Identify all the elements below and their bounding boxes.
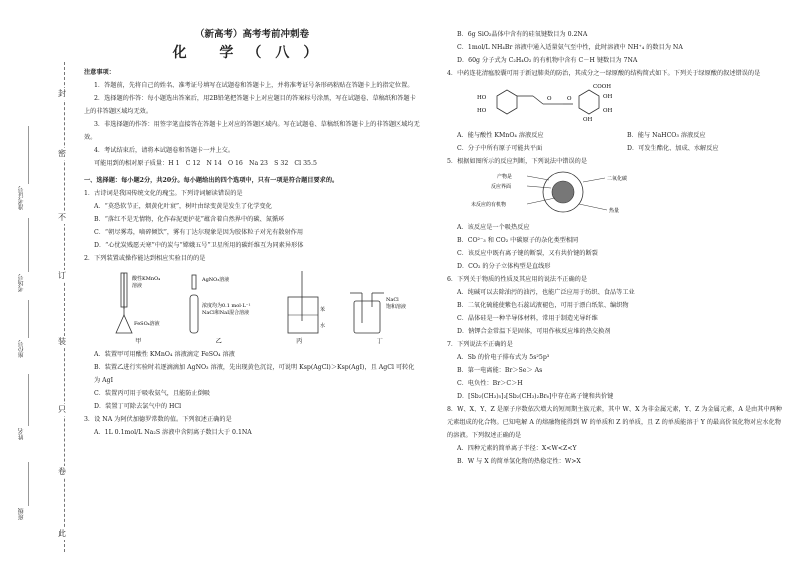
q4-option-b: B．能与 NaHCO₃ 溶液反应 <box>627 132 706 139</box>
q7-option-b: B．第一电离能：Br＞Se＞ As <box>457 367 543 374</box>
q4-options-row-2 <box>447 142 787 155</box>
seal-char: 不 <box>58 213 66 222</box>
question-1-stem: 1．古诗词是我国传统文化的瑰宝。下列诗词解读错误的是 <box>84 190 243 197</box>
atomic-masses: 可能用到的相对原子质量：H 1 C 12 N 14 O 16 Na 23 S 32 Cl 35.5 <box>94 160 317 167</box>
question-2-stem: 2．下列装置或操作能达到相应实验目的的是 <box>84 255 206 262</box>
q4-option-d: D．可发生酯化、加成、水解反应 <box>627 145 719 152</box>
apparatus-jia <box>102 271 172 335</box>
room-number-line <box>28 218 29 272</box>
struct-label: O <box>567 96 572 102</box>
notice-item: 4．考试结束后，请将本试题卷和答题卡一并上交。 <box>94 147 235 154</box>
binding-strip <box>0 0 82 562</box>
question-3-stem: 3．设 NA 为阿伏加德罗常数的值。下列叙述正确的是 <box>84 416 232 423</box>
chlorogenic-acid-structure <box>467 82 667 122</box>
diagram-label: 二氧化碳 <box>607 176 628 182</box>
left-column <box>84 28 420 439</box>
diagram-label: 反应界面 <box>491 184 512 190</box>
q3-option-a: A．1L 0.1mol/L Na₂S 溶液中含阴离子数目大于 0.1NA <box>94 429 252 436</box>
q5-option-c: C．该反应中既有离子键的断裂，又有共价键的断裂 <box>457 250 598 257</box>
seal-char: 密 <box>58 149 66 158</box>
struct-label: HO <box>477 95 487 101</box>
q5-option-d: D．CO₂ 的分子立体构型是直线形 <box>457 263 551 270</box>
seal-char: 卷 <box>58 467 66 476</box>
q6-option-b: B．二氧化硫能使紫色石蕊试液褪色，可用于漂白纸浆、编织物 <box>457 302 629 309</box>
seal-char: 订 <box>58 271 66 280</box>
notice-item: 3．非选择题的作答：用签字笔直接答在答题卡上对应的答题区域内。写在试题卷、草稿纸和答题卡上的非答题区域均无效。 <box>84 121 420 141</box>
right-column <box>447 28 787 468</box>
reaction-diagram <box>467 170 667 214</box>
q2-option-b: B．装置乙进行实验时若逐滴滴加 AgNO₃ 溶液，先出现黄色沉淀，可说明 Ksp(AgCl)＞Ksp(AgI)，且 AgCl 可转化为 AgI <box>94 364 415 384</box>
jia-label-3: FeSO₄溶液 <box>134 321 160 327</box>
seal-char: 只 <box>58 405 66 414</box>
q2-option-c: C．装置丙可用于吸收氨气，且能防止倒吸 <box>94 390 211 397</box>
yi-label-1: AgNO₃溶液 <box>202 277 230 283</box>
q7-option-a: A．Sb 的价电子排布式为 5s²5p³ <box>457 354 550 361</box>
q7-option-c: C．电负性：Br＞C＞H <box>457 380 523 387</box>
notice-item: 1．答题前，先将自己的姓名、准考证号填写在试题卷和答题卡上，并将准考证号条形码粘贴在答题卡上的指定位置。 <box>94 82 414 89</box>
diagram-label: 产物是 <box>497 174 513 180</box>
question-6-stem: 6．下列关于物质的性质及其应用的说法不正确的是 <box>447 276 588 283</box>
q2-apparatus-figure <box>98 269 420 335</box>
struct-label: OH <box>583 117 593 122</box>
exam-title: （新高考）高考考前冲刺卷 <box>194 29 309 40</box>
jia-label-1: 酸性KMnO₄ <box>132 276 161 282</box>
notice-item: 2．选择题的作答：每小题选出答案后，用2B铅笔把答题卡上对应题目的答案标号涂黑，写在试题卷、草稿纸和答题卡上的非答题区域均无效。 <box>84 95 416 115</box>
struct-label: O <box>547 96 552 102</box>
caption-bing: 丙 <box>296 338 303 345</box>
apparatus-ding <box>346 271 416 335</box>
room-number-label: 考场号 <box>18 274 25 292</box>
q3-option-b: B．6g SiO₂晶体中含有的硅氧键数目为 0.2NA <box>457 31 588 38</box>
q1-option-c: C．“朝尽雾毒，嘀碎倾饮”，雾有丁达尔现象是因为胶体粒子对光有散射作用 <box>94 229 304 236</box>
caption-ding: 丁 <box>376 338 383 345</box>
q4-option-a: A．能与酸性 KMnO₄ 溶液反应 <box>457 132 544 139</box>
section-heading: 一、选择题：每小题2分，共20分。每小题给出的四个选项中，只有一项是符合题目要求的。 <box>84 177 339 184</box>
q2-figure-captions <box>98 335 420 348</box>
diagram-label: 未反应的有机物 <box>471 202 507 208</box>
question-7-stem: 7．下列说法不正确的是 <box>447 341 513 348</box>
q6-option-a: A．纯碱可以去除油污的油污，也能广泛应用于纺织、食品等工业 <box>457 289 635 296</box>
q7-option-d: D．[Sb₂(CH₃)₅]₂[Sb₂(CH₃)₂Br₆]中存在离子键和共价键 <box>457 393 614 400</box>
notice-heading: 注意事项： <box>84 69 115 76</box>
q3-option-c: C．1mol/L NH₄Br 溶液中通入适量氨气至中性，此时溶液中 NH⁺₄ 的数目为 NA <box>457 44 683 51</box>
exam-subtitle: 化 学（八） <box>172 45 332 61</box>
q5-option-a: A．该反应是一个吸热反应 <box>457 224 530 231</box>
bing-label-1: 苯 <box>320 307 326 313</box>
q1-option-d: D．“心忧炭贱愿天寒”中的炭与“嫦娥五号”卫星所用的碳纤维互为同素异形体 <box>94 242 304 249</box>
q6-option-d: D．钠钾合金常温下是固体，可用作核反应堆的热交换剂 <box>457 328 611 335</box>
q5-option-b: B．CO²⁻₃ 和 CO₂ 中碳原子的杂化类型相同 <box>457 237 579 244</box>
q8-option-b: B．W 与 X 的简单氢化物的热稳定性：W>X <box>457 458 581 465</box>
class-line <box>28 462 29 506</box>
q6-option-c: C．晶体硅是一种半导体材料，常用于制造光导纤维 <box>457 315 598 322</box>
jia-label-2: 溶液 <box>132 283 143 289</box>
class-label: 班级 <box>18 508 25 520</box>
name-label: 姓名 <box>18 428 25 440</box>
exam-number-label: 准考证号 <box>18 186 25 210</box>
q2-option-d: D．装置丁可除去氯气中的 HCl <box>94 403 182 410</box>
name-line <box>28 374 29 426</box>
seal-char: 装 <box>58 337 66 346</box>
yi-label-3: NaCl和NaI混合溶液 <box>202 310 250 316</box>
question-5-stem: 5．根据如图所示的反应判断，下列说法中错误的是 <box>447 158 588 165</box>
seal-line <box>64 62 65 552</box>
exam-number-line <box>28 126 29 184</box>
q1-option-a: A．“莫恐软节正，烟黄化叶衰”，树叶由绿变黄是发生了化学变化 <box>94 203 272 210</box>
seal-char: 封 <box>58 89 66 98</box>
yi-label-2: 浓度均为0.1 mol·L⁻¹ <box>202 303 251 309</box>
q4-options-row-1 <box>447 129 787 142</box>
struct-label: COOH <box>593 84 612 90</box>
struct-label: OH <box>603 108 613 114</box>
diagram-label: 热量 <box>609 208 620 214</box>
apparatus-bing <box>278 271 338 335</box>
question-4-stem: 4．中药连花清瘟胶囊可用于新冠肺炎的防治，其成分之一绿原酸的结构简式如下。下列关于绿原酸的叙述错误的是 <box>447 70 761 77</box>
q8-option-a: A．四种元素的简单离子半径：X<W<Z<Y <box>457 445 577 452</box>
ding-label-1: NaCl <box>386 297 399 303</box>
caption-yi: 乙 <box>215 338 222 345</box>
q3-option-d: D．60g 分子式为 C₂H₄O₂ 的有机物中含有 C－H 键数目为 7NA <box>457 57 638 64</box>
caption-jia: 甲 <box>135 338 142 345</box>
seat-number-line <box>28 300 29 338</box>
ding-label-2: 饱和溶液 <box>386 304 407 310</box>
seal-char: 此 <box>58 529 66 538</box>
seat-number-label: 座位号 <box>18 340 25 358</box>
q2-option-a: A．装置甲可用酸性 KMnO₄ 溶液滴定 FeSO₄ 溶液 <box>94 351 235 358</box>
q1-option-b: B．“落红不是无情物，化作春泥更护花”蕴含着自然界中的碳、氮循环 <box>94 216 285 223</box>
bing-label-2: 水 <box>320 323 326 329</box>
q4-option-c: C．分子中所有原子可能共平面 <box>457 145 543 152</box>
struct-label: HO <box>477 108 487 114</box>
struct-label: OH <box>603 94 613 100</box>
question-8-stem: 8．W、X、Y、Z 是原子序数依次增大的短周期主族元素，其中 W、X 为非金属元素，Y、Z 为金属元素，A 是由其中两种元素组成的化合物。已知电解 A 的熔融物能得到 W 的单质和 Z 的单质，且 Z 的单质能溶于 Y 的最高价氧化物对应水化物的溶液。下列叙述正确的是 <box>447 406 782 439</box>
apparatus-yi <box>180 271 270 335</box>
